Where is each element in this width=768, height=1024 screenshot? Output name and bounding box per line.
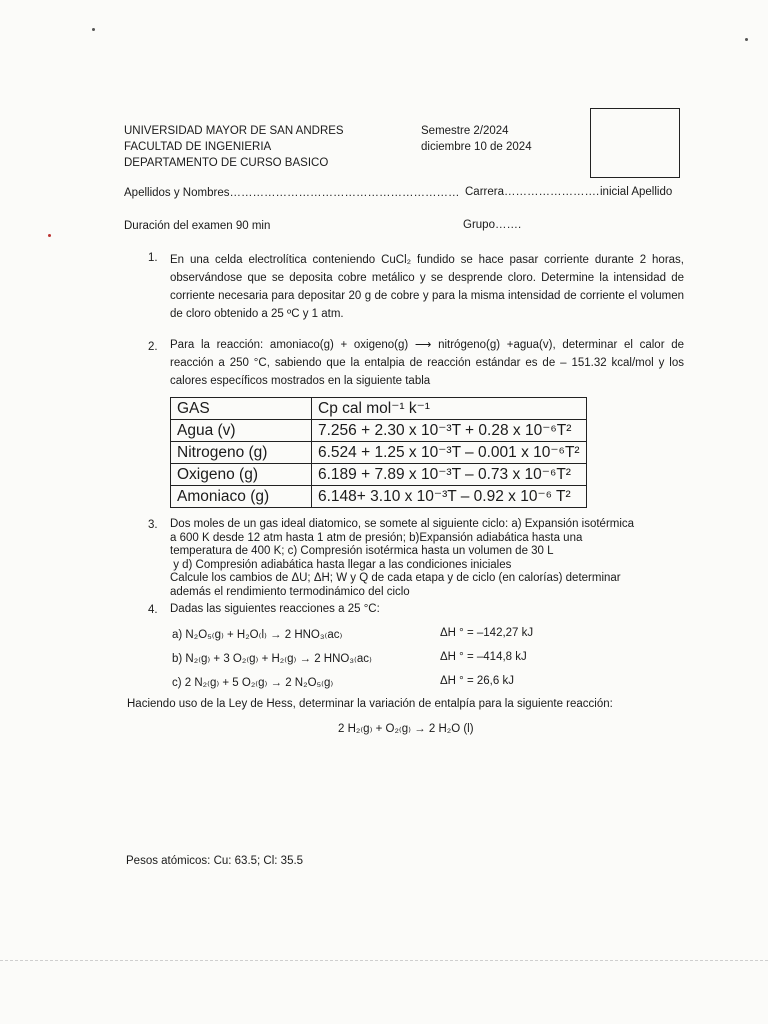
initial-label: inicial Apellido — [600, 186, 673, 198]
gas-name: Amoniaco (g) — [171, 486, 312, 508]
table-row — [171, 464, 587, 486]
atomic-weights: Pesos atómicos: Cu: 63.5; Cl: 35.5 — [126, 855, 304, 867]
group-field[interactable]: Grupo……. — [463, 219, 522, 231]
duration-text: Duración del examen 90 min — [124, 220, 271, 232]
table-header-cp: Cp cal mol⁻¹ k⁻¹ — [312, 398, 587, 420]
scan-speck — [92, 28, 95, 31]
question-3-line: Calcule los cambios de ΔU; ΔH; W y Q de cada etapa y de ciclo (en calorías) determinar — [170, 572, 621, 584]
exam-date: diciembre 10 de 2024 — [421, 141, 532, 153]
hess-instruction: Haciendo uso de la Ley de Hess, determinar la variación de entalpía para la siguiente reacción: — [127, 698, 613, 710]
faculty-name: FACULTAD DE INGENIERIA — [124, 141, 272, 153]
question-3-line: temperatura de 400 K; c) Compresión isotérmica hasta un volumen de 30 L — [170, 545, 554, 557]
institution-header — [124, 123, 344, 171]
reaction-enthalpy: ΔH ° = 26,6 kJ — [440, 675, 514, 687]
university-name: UNIVERSIDAD MAYOR DE SAN ANDRES — [124, 125, 344, 137]
table-row — [171, 442, 587, 464]
gas-name: Oxigeno (g) — [171, 464, 312, 486]
reaction-enthalpy: ΔH ° = –414,8 kJ — [440, 651, 527, 663]
question-2-text: Para la reacción: amoniaco(g) + oxigeno(g) ⟶ nitrógeno(g) +agua(v), determinar el calor de reacción a 250 °C, sabiendo que la entalpia de reacción estándar es de – 151.32 kcal/mol y los calores específicos mostrados en la siguiente tabla — [170, 339, 684, 387]
table-row — [171, 420, 587, 442]
question-number: 2. — [148, 341, 158, 353]
initial-box[interactable] — [590, 108, 680, 178]
question-number: 4. — [148, 604, 158, 616]
gas-name: Agua (v) — [171, 420, 312, 442]
question-3-text — [170, 518, 690, 599]
reaction-equation: a) N₂O₅₍g₎ + H₂O₍l₎ → 2 HNO₃₍ac₎ — [172, 629, 343, 641]
career-field[interactable]: Carrera……………………. — [465, 186, 600, 198]
reaction-enthalpy: ΔH ° = –142,27 kJ — [440, 627, 534, 639]
question-number: 3. — [148, 519, 158, 531]
scan-speck — [745, 38, 748, 41]
table-header-row — [171, 398, 587, 420]
question-3-line: además el rendimiento termodinámico del ciclo — [170, 585, 410, 598]
cp-expression: 6.189 + 7.89 x 10⁻³T – 0.73 x 10⁻⁶T² — [312, 464, 587, 486]
table-row — [171, 486, 587, 508]
reaction-equation: b) N₂₍g₎ + 3 O₂₍g₎ + H₂₍g₎ → 2 HNO₃₍ac₎ — [172, 653, 372, 665]
semester: Semestre 2/2024 — [421, 125, 509, 137]
cp-expression: 7.256 + 2.30 x 10⁻³T + 0.28 x 10⁻⁶T² — [312, 420, 587, 442]
exam-date-block — [421, 123, 532, 155]
reaction-equation: c) 2 N₂₍g₎ + 5 O₂₍g₎ → 2 N₂O₅₍g₎ — [172, 677, 334, 689]
question-1-text: En una celda electrolítica conteniendo CuCl₂ fundido se hace pasar corriente durante 2 horas, observándose que se deposita cobre metálico y se desprende cloro. Determine la intensidad de corriente necesaria para depositar 20 g de cobre y para la misma intensidad de corriente el volumen de cloro obtenido a 25 ºC y 1 atm. — [170, 254, 684, 320]
question-number: 1. — [148, 252, 158, 264]
gas-name: Nitrogeno (g) — [171, 442, 312, 464]
cp-expression: 6.524 + 1.25 x 10⁻³T – 0.001 x 10⁻⁶T² — [312, 442, 587, 464]
names-field[interactable]: Apellidos y Nombres…………………………………………………… — [124, 187, 460, 199]
scan-speck — [48, 234, 51, 237]
question-4-text: Dadas las siguientes reacciones a 25 °C: — [170, 603, 380, 615]
question-3-line: Dos moles de un gas ideal diatomico, se somete al siguiente ciclo: a) Expansión isotérmica — [170, 518, 635, 530]
table-header-gas: GAS — [171, 398, 312, 420]
department-name: DEPARTAMENTO DE CURSO BASICO — [124, 157, 329, 169]
scan-edge-divider — [0, 960, 768, 961]
question-3-line: a 600 K desde 12 atm hasta 1 atm de presión; b)Expansión adiabática hasta una — [170, 531, 583, 544]
cp-expression: 6.148+ 3.10 x 10⁻³T – 0.92 x 10⁻⁶ T² — [312, 486, 587, 508]
hess-target-reaction: 2 H₂₍g₎ + O₂₍g₎ → 2 H₂O (l) — [338, 723, 474, 735]
cp-table — [170, 397, 587, 508]
question-3-line: y d) Compresión adiabática hasta llegar a las condiciones iniciales — [170, 558, 512, 571]
